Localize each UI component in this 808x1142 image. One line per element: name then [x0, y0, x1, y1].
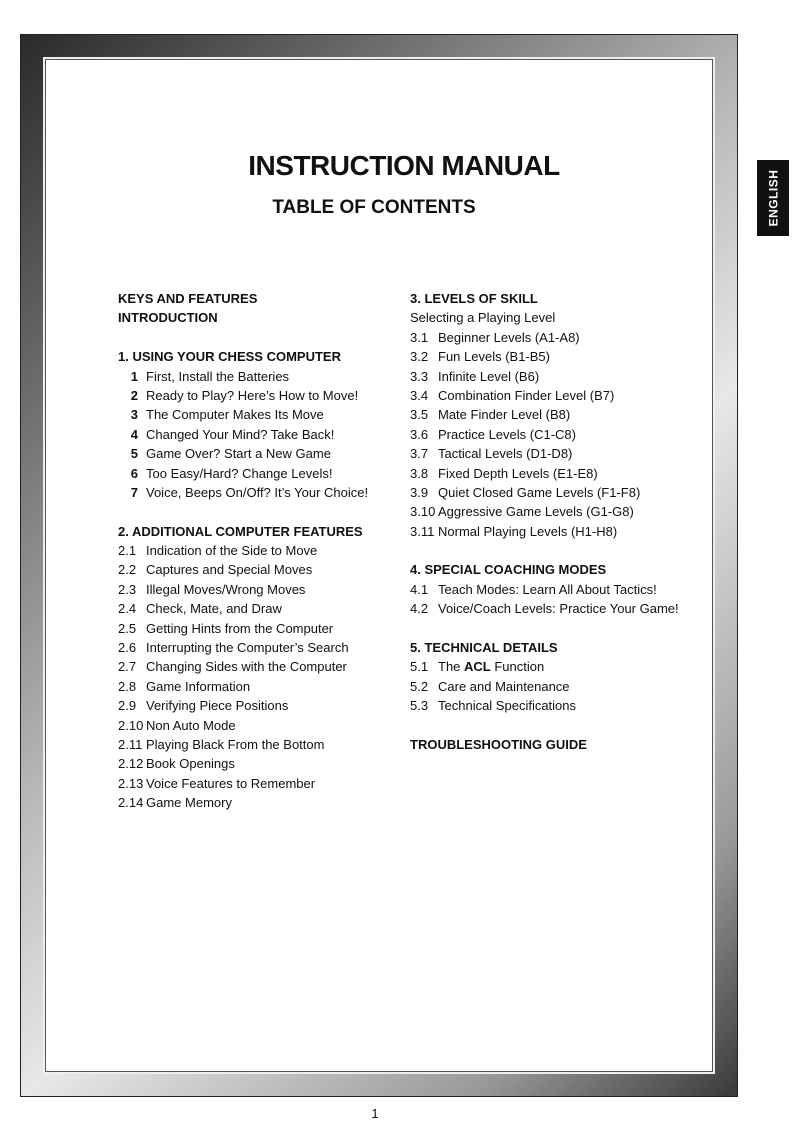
language-tab-label: ENGLISH: [766, 169, 780, 227]
spacer: [118, 328, 398, 347]
toc-entry-number: 3.9: [410, 484, 429, 500]
spacer: [410, 716, 710, 735]
toc-entry: [118, 425, 398, 444]
toc-entry-number: 2.12: [118, 756, 144, 772]
toc-entry: [410, 328, 710, 347]
toc-entry-text: Voice, Beeps On/Off? It’s Your Choice!: [146, 484, 369, 500]
toc-entry: [118, 657, 398, 676]
toc-heading-section-5: 5. TECHNICAL DETAILS: [410, 640, 558, 656]
toc-entry-number: 2.3: [118, 581, 137, 597]
toc-entry-text: Illegal Moves/Wrong Moves: [146, 581, 306, 597]
toc-entry: [118, 405, 398, 424]
toc-entry: [410, 425, 710, 444]
toc-entry-number: 5: [130, 446, 138, 462]
spacer: [410, 619, 710, 638]
toc-entry: [410, 580, 710, 599]
toc-entry-text: Mate Finder Level (B8): [438, 407, 571, 423]
toc-entry-number: 3.6: [410, 426, 429, 442]
toc-entry-number: 3.7: [410, 446, 429, 462]
toc-entry: [410, 464, 710, 483]
toc-entry-number: 3.2: [410, 349, 429, 365]
toc-entry: [118, 367, 398, 386]
toc-entry-number: 3.11: [410, 523, 435, 539]
toc-entry-text: Changed Your Mind? Take Back!: [146, 426, 335, 442]
toc-entry-text: Voice Features to Remember: [146, 775, 316, 791]
toc-entry: [118, 793, 398, 812]
toc-entry-number: 3.8: [410, 465, 429, 481]
toc-entry-text: Care and Maintenance: [438, 678, 570, 694]
toc-entry-text: The Computer Makes Its Move: [146, 407, 324, 423]
toc-entry-number: 1: [130, 368, 138, 384]
toc-entry-text: Changing Sides with the Computer: [146, 659, 347, 675]
toc-entry: [118, 619, 398, 638]
toc-entry-number: 4.2: [410, 601, 429, 617]
toc-entry-number: 2.4: [118, 601, 137, 617]
toc-entry: [118, 754, 398, 773]
toc-entry-intro: Selecting a Playing Level: [410, 310, 556, 326]
toc-entry-text: Fixed Depth Levels (E1-E8): [438, 465, 598, 481]
toc-entry-text: Tactical Levels (D1-D8): [438, 446, 573, 462]
toc-entry-text: Non Auto Mode: [146, 717, 236, 733]
toc-entry-text: Fun Levels (B1-B5): [438, 349, 550, 365]
toc-heading-intro: INTRODUCTION: [118, 310, 218, 326]
toc-entry-number: 2.1: [118, 543, 137, 559]
toc-entry-number: 4.1: [410, 581, 429, 597]
toc-entry: [410, 502, 710, 521]
toc-entry-text: Teach Modes: Learn All About Tactics!: [438, 581, 657, 597]
toc-entry-number: 3.5: [410, 407, 429, 423]
toc-entry-text: Combination Finder Level (B7): [438, 387, 615, 403]
language-tab: [757, 160, 789, 236]
toc-entry-text: Book Openings: [146, 756, 235, 772]
toc-entry-text: Beginner Levels (A1-A8): [438, 329, 580, 345]
toc-entry: [118, 735, 398, 754]
toc-entry-number: 2.10: [118, 717, 144, 733]
toc-entry-text: Technical Specifications: [438, 698, 577, 714]
toc-title: TABLE OF CONTENTS: [272, 197, 476, 218]
toc-entry-number: 3.4: [410, 387, 429, 403]
toc-heading-troubleshooting: TROUBLESHOOTING GUIDE: [410, 736, 587, 752]
toc-heading-section-1: 1. USING YOUR CHESS COMPUTER: [118, 349, 341, 365]
toc-entry: [410, 386, 710, 405]
toc-heading-section-2: 2. ADDITIONAL COMPUTER FEATURES: [118, 523, 363, 539]
toc-entry-number: 2.2: [118, 562, 137, 578]
toc-heading-section-3: 3. LEVELS OF SKILL: [410, 291, 538, 306]
toc-entry-number: 2.9: [118, 698, 137, 714]
spacer: [118, 502, 398, 521]
toc-entry-text: Too Easy/Hard? Change Levels!: [146, 465, 333, 481]
toc-entry: [410, 483, 710, 502]
toc-entry: [410, 677, 710, 696]
toc-entry-text: Aggressive Game Levels (G1-G8): [438, 504, 634, 520]
toc-entry: [118, 560, 398, 579]
toc-entry-text: First, Install the Batteries: [146, 368, 290, 384]
toc-entry-number: 6: [130, 465, 138, 481]
toc-entry-text: Captures and Special Moves: [146, 562, 313, 578]
toc-entry-text: Game Information: [146, 678, 251, 694]
toc-entry-text: Ready to Play? Here’s How to Move!: [146, 387, 359, 403]
toc-entry: [118, 580, 398, 599]
toc-entry-text: Game Memory: [146, 795, 232, 811]
toc-entry-text: Playing Black From the Bottom: [146, 736, 325, 752]
toc-entry-number: 2.8: [118, 678, 137, 694]
toc-entry-number: 2.7: [118, 659, 137, 675]
toc-entry-number: 2.5: [118, 620, 137, 636]
toc-entry-number: 5.2: [410, 678, 429, 694]
toc-entry: [118, 716, 398, 735]
manual-title: INSTRUCTION MANUAL: [248, 150, 560, 181]
toc-entry-number: 2.13: [118, 775, 144, 791]
toc-entry-number: 3.3: [410, 368, 429, 384]
acl-term: ACL: [464, 659, 491, 675]
toc-entry-text: Verifying Piece Positions: [146, 698, 289, 714]
toc-entry: [118, 677, 398, 696]
toc-entry-text: Normal Playing Levels (H1-H8): [438, 523, 618, 539]
toc-entry-text: Infinite Level (B6): [438, 368, 540, 384]
toc-entry-number: 2: [130, 387, 138, 403]
toc-entry: [410, 657, 710, 676]
toc-entry-text: [438, 657, 544, 676]
toc-entry-number: 3.1: [410, 329, 429, 345]
toc-entry-text: Game Over? Start a New Game: [146, 446, 331, 462]
toc-entry-number: 3.10: [410, 504, 436, 520]
toc-entry: [410, 405, 710, 424]
spacer: [410, 541, 710, 560]
toc-entry: [118, 638, 398, 657]
toc-entry-text: Quiet Closed Game Levels (F1-F8): [438, 484, 641, 500]
toc-entry: [118, 774, 398, 793]
toc-entry-text: Indication of the Side to Move: [146, 543, 318, 559]
toc-entry-number: 5.1: [410, 659, 429, 675]
toc-heading-keys: KEYS AND FEATURES: [118, 291, 258, 306]
toc-entry-number: 7: [130, 484, 138, 500]
toc-entry: [118, 464, 398, 483]
toc-entry-number: 2.14: [118, 795, 144, 811]
toc-entry: [118, 483, 398, 502]
toc-entry: [410, 347, 710, 366]
toc-entry-text: Voice/Coach Levels: Practice Your Game!: [438, 601, 679, 617]
toc-entry-text-pre: The: [438, 659, 465, 675]
toc-entry: [118, 444, 398, 463]
toc-entry-text: Getting Hints from the Computer: [146, 620, 334, 636]
toc-entry: [410, 599, 710, 618]
toc-entry-text-post: Function: [490, 659, 545, 675]
toc-entry-number: 4: [130, 426, 138, 442]
toc-entry: [118, 541, 398, 560]
toc-entry-number: 2.6: [118, 640, 137, 656]
toc-entry-text: Practice Levels (C1-C8): [438, 426, 576, 442]
page-number: 1: [371, 1106, 379, 1121]
toc-right-column: [410, 289, 710, 754]
toc-entry-number: 2.11: [118, 736, 143, 752]
toc-entry-number: 3: [130, 407, 138, 423]
toc-entry: [118, 599, 398, 618]
toc-entry: [410, 696, 710, 715]
toc-entry: [118, 696, 398, 715]
toc-entry: [118, 386, 398, 405]
toc-heading-section-4: 4. SPECIAL COACHING MODES: [410, 562, 607, 578]
toc-entry: [410, 367, 710, 386]
toc-left-column: [118, 289, 398, 813]
toc-entry: [410, 522, 710, 541]
toc-entry-text: Interrupting the Computer’s Search: [146, 640, 349, 656]
toc-entry: [410, 444, 710, 463]
toc-entry-text: Check, Mate, and Draw: [146, 601, 282, 617]
toc-entry-number: 5.3: [410, 698, 429, 714]
